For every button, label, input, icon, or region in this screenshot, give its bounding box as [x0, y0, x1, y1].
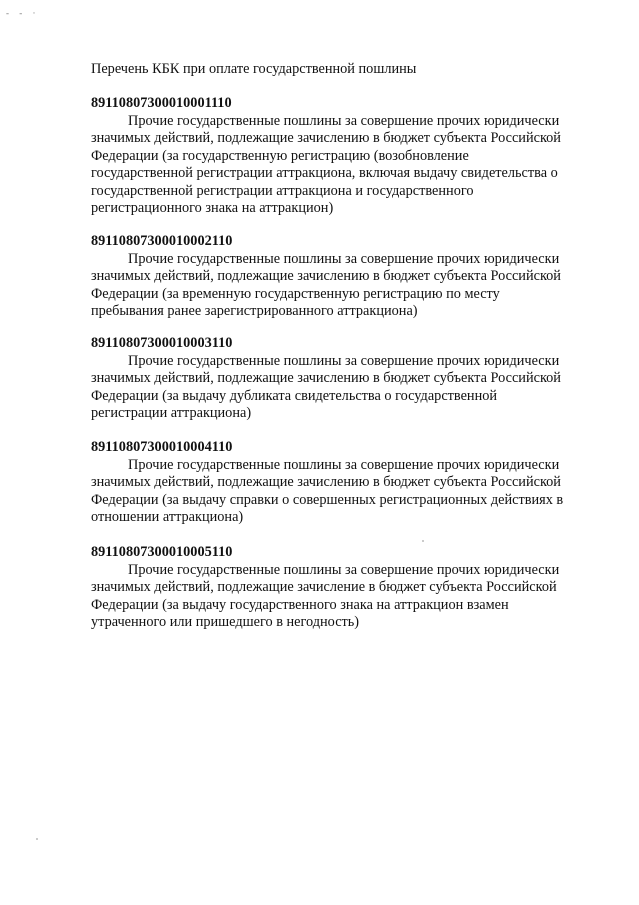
- description-line: Федерации (за государственную регистрацию (возобновление: [91, 147, 469, 164]
- description-line: значимых действий, подлежащие зачисление в бюджет субъекта Российской: [91, 579, 557, 595]
- description-line: Прочие государственные пошлины за совершение прочих юридически: [128, 112, 560, 129]
- description-line: Прочие государственные пошлины за совершение прочих юридически: [128, 456, 560, 473]
- description-line: значимых действий, подлежащие зачислению в бюджет субъекта Российской: [91, 474, 561, 490]
- description-line: значимых действий, подлежащие зачислению в бюджет субъекта Российской: [91, 130, 561, 146]
- scan-speck: [422, 540, 424, 542]
- description-line: значимых действий, подлежащие зачислению в бюджет субъекта Российской: [91, 268, 561, 284]
- description-line: Федерации (за выдачу справки о совершенных регистрационных действиях в: [91, 491, 564, 508]
- description-line: Федерации (за выдачу дубликата свидетельства о государственной: [91, 387, 498, 404]
- description-line: государственной регистрации аттракциона, включая выдачу свидетельства о: [91, 165, 558, 181]
- kbk-code: 89110807300010004110: [91, 439, 233, 455]
- scan-mark: - - ·: [6, 8, 40, 18]
- kbk-code: 89110807300010003110: [91, 335, 233, 351]
- description-line: значимых действий, подлежащие зачислению в бюджет субъекта Российской: [91, 370, 561, 386]
- kbk-entry: [91, 335, 591, 423]
- kbk-code: 89110807300010005110: [91, 544, 233, 560]
- kbk-description: [91, 251, 591, 321]
- description-line: Прочие государственные пошлины за совершение прочих юридически: [128, 561, 560, 578]
- description-line: утраченного или пришедшего в негодность): [91, 614, 360, 630]
- scan-speck: [36, 838, 38, 840]
- kbk-entry: [91, 544, 591, 632]
- description-line: Прочие государственные пошлины за совершение прочих юридически: [128, 250, 560, 267]
- description-line: государственной регистрации аттракциона и государственного: [91, 182, 474, 199]
- kbk-entry: [91, 439, 591, 527]
- kbk-entry: [91, 95, 591, 218]
- kbk-description: [91, 353, 591, 423]
- kbk-description: [91, 113, 591, 218]
- kbk-description: [91, 562, 591, 632]
- kbk-code: 89110807300010002110: [91, 233, 233, 249]
- description-line: Прочие государственные пошлины за совершение прочих юридически: [128, 352, 560, 369]
- description-line: отношении аттракциона): [91, 509, 244, 525]
- document-title: Перечень КБК при оплате государственной пошлины: [91, 61, 417, 77]
- kbk-entry: [91, 233, 591, 321]
- description-line: регистрационного знака на аттракцион): [91, 200, 334, 216]
- kbk-code: 89110807300010001110: [91, 95, 232, 111]
- description-line: пребывания ранее зарегистрированного аттракциона): [91, 303, 418, 319]
- kbk-description: [91, 457, 591, 527]
- description-line: Федерации (за выдачу государственного знака на аттракцион взамен: [91, 596, 509, 613]
- description-line: регистрации аттракциона): [91, 405, 252, 421]
- description-line: Федерации (за временную государственную регистрацию по месту: [91, 285, 500, 302]
